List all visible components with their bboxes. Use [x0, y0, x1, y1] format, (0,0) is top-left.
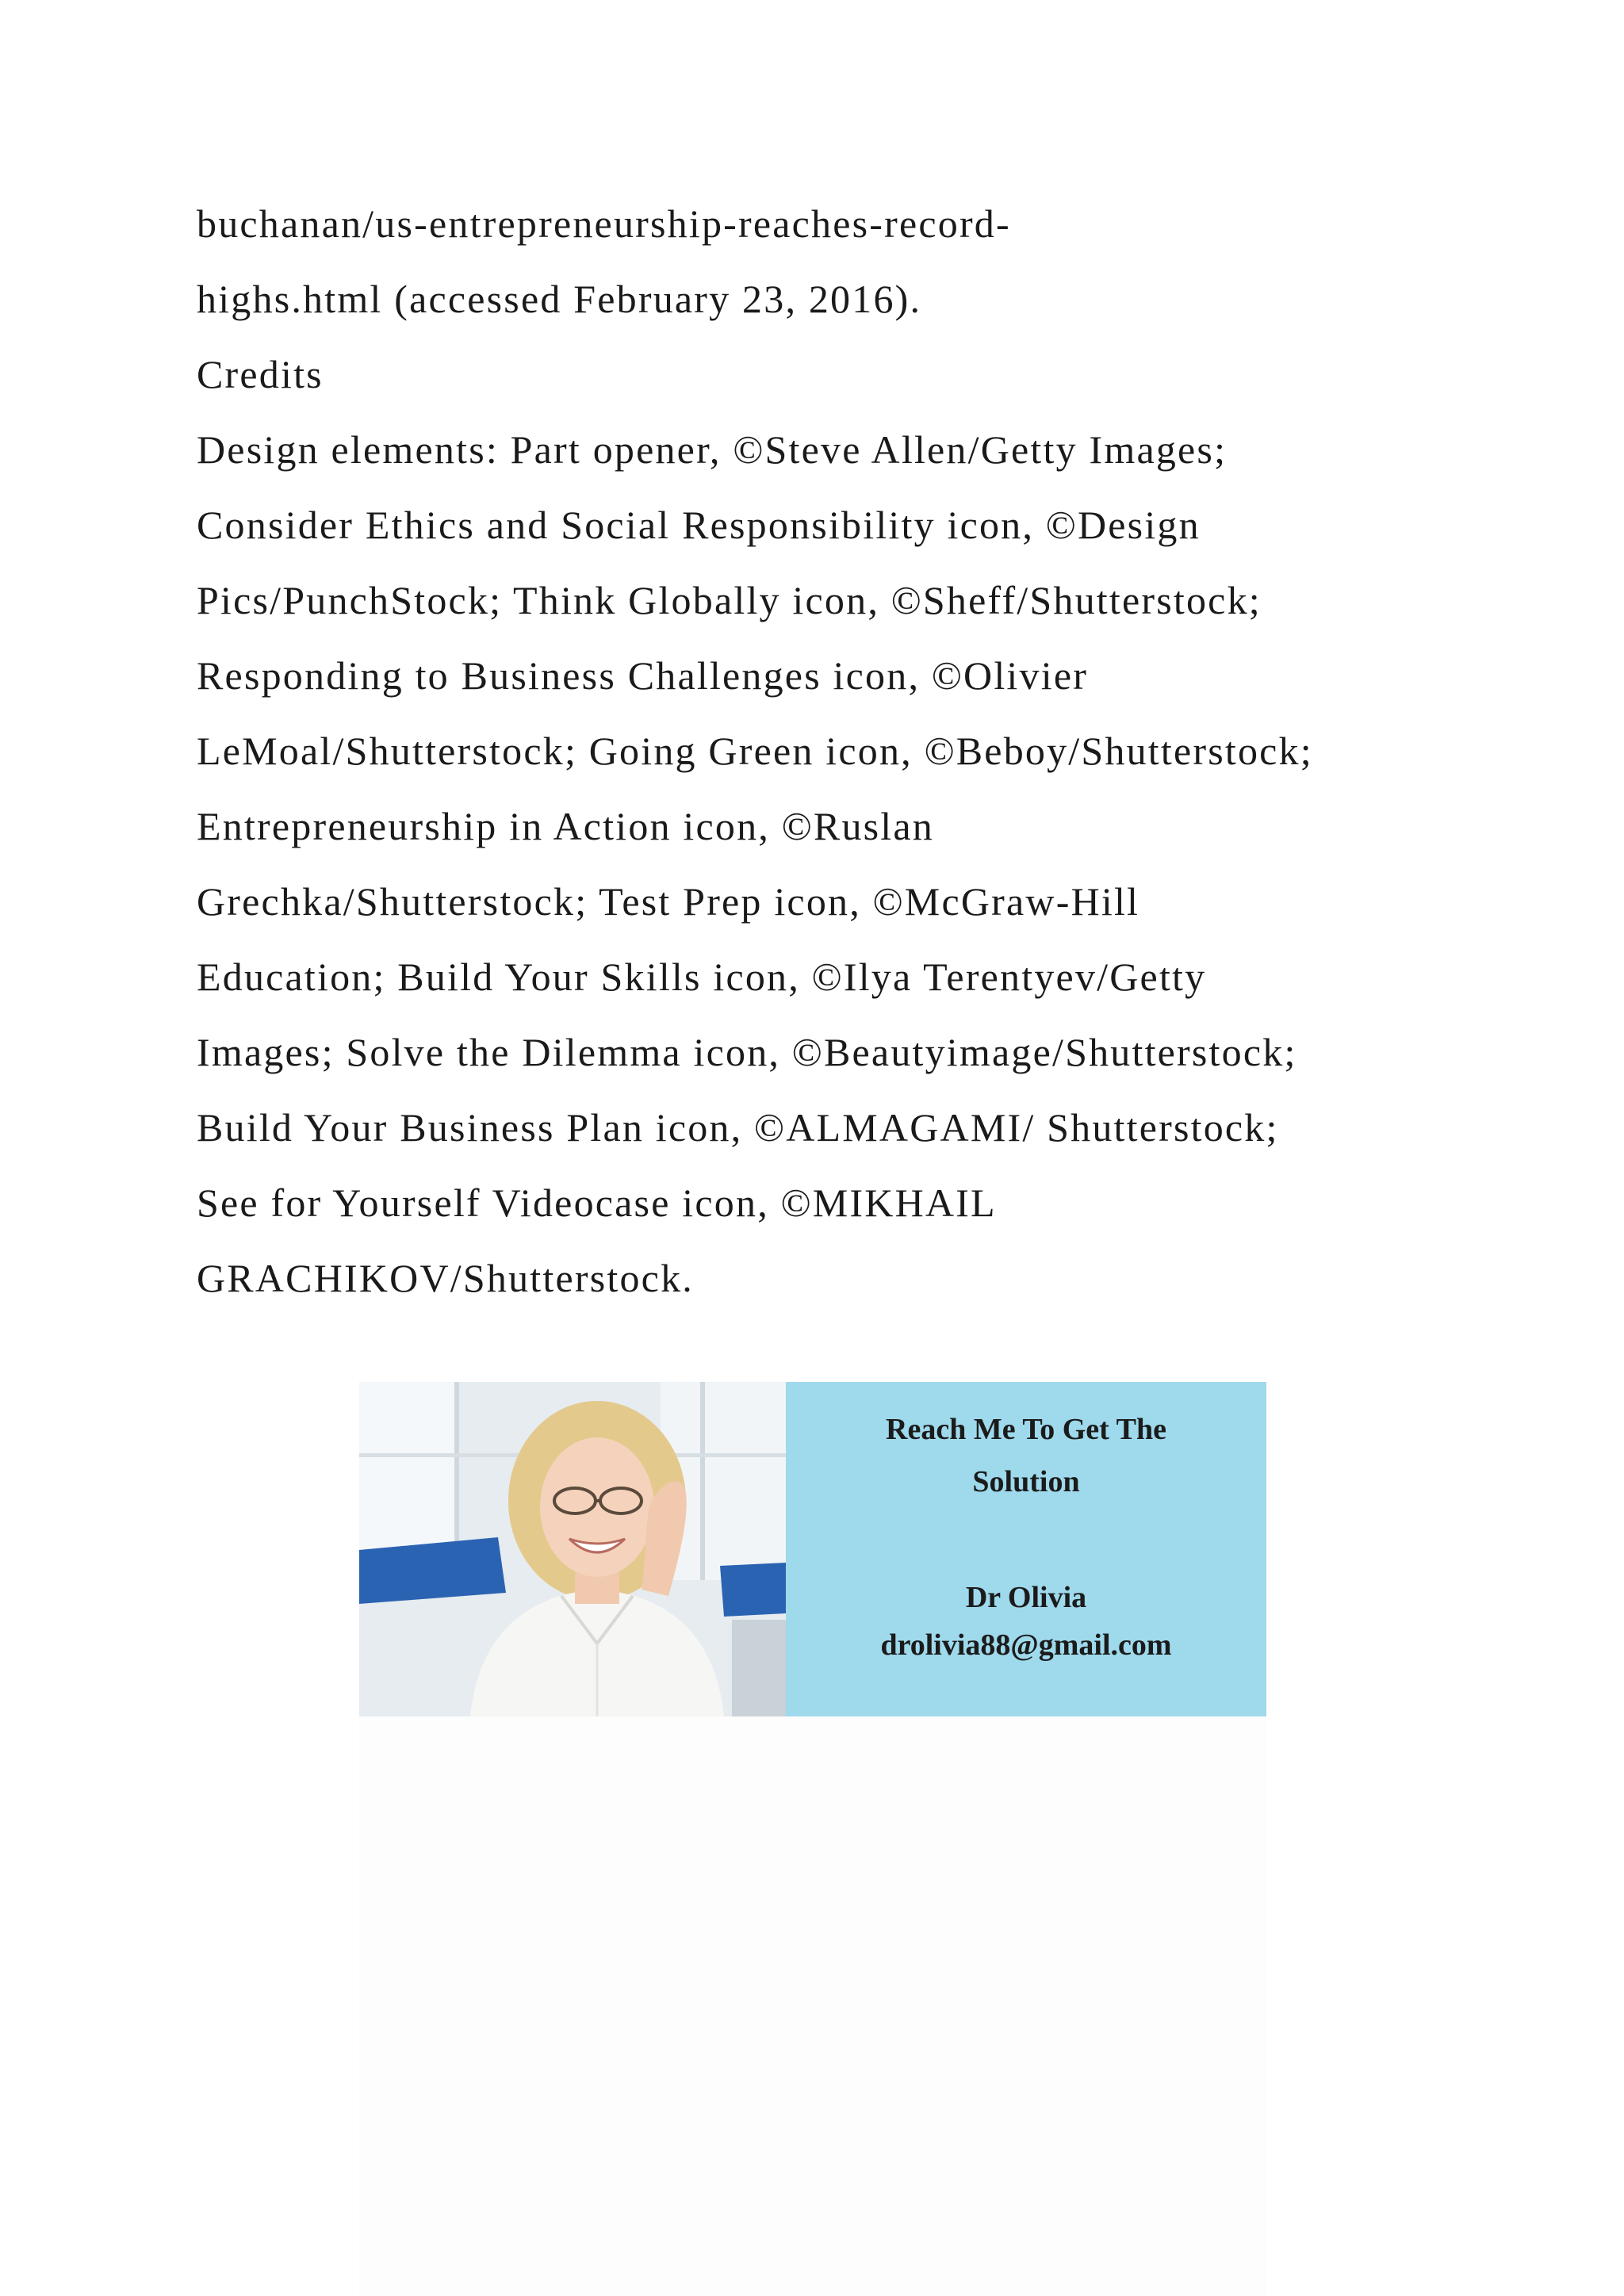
document-text: [197, 186, 1497, 1316]
text-line: Design elements: Part opener, ©Steve Allen/Getty Images;: [197, 427, 1228, 472]
text-line: Build Your Business Plan icon, ©ALMAGAMI/ Shutterstock;: [197, 1105, 1279, 1150]
text-line: Pics/PunchStock; Think Globally icon, ©Sheff/Shutterstock;: [197, 578, 1262, 622]
text-line: highs.html (accessed February 23, 2016).: [197, 277, 922, 321]
text-line: Entrepreneurship in Action icon, ©Ruslan: [197, 804, 934, 848]
banner-heading-line2: Solution: [972, 1465, 1080, 1498]
text-line: Education; Build Your Skills icon, ©Ilya Terentyev/Getty: [197, 955, 1207, 999]
contact-email-link[interactable]: drolivia88@gmail.com: [880, 1628, 1172, 1662]
banner-heading-line1: Reach Me To Get The: [886, 1413, 1166, 1446]
text-line: Consider Ethics and Social Responsibility icon, ©Design: [197, 503, 1201, 547]
text-line: Grechka/Shutterstock; Test Prep icon, ©McGraw-Hill: [197, 879, 1140, 924]
text-line: buchanan/us-entrepreneurship-reaches-record-: [197, 201, 1011, 246]
section-heading-credits: Credits: [197, 352, 324, 396]
contact-banner[interactable]: [359, 1382, 1266, 1716]
text-line: See for Yourself Videocase icon, ©MIKHAIL: [197, 1181, 997, 1225]
contact-name: Dr Olivia: [965, 1581, 1087, 1614]
text-line: Images; Solve the Dilemma icon, ©Beautyimage/Shutterstock;: [197, 1030, 1297, 1074]
blank-image-area: [359, 1716, 1266, 2296]
contact-info-panel: [786, 1382, 1266, 1716]
text-line: GRACHIKOV/Shutterstock.: [197, 1256, 694, 1300]
smiling-woman-glasses-photo: [359, 1382, 786, 1716]
text-line: Responding to Business Challenges icon, ©Olivier: [197, 653, 1089, 698]
photo-illustration: [359, 1382, 786, 1716]
text-line: LeMoal/Shutterstock; Going Green icon, ©Beboy/Shutterstock;: [197, 729, 1313, 773]
